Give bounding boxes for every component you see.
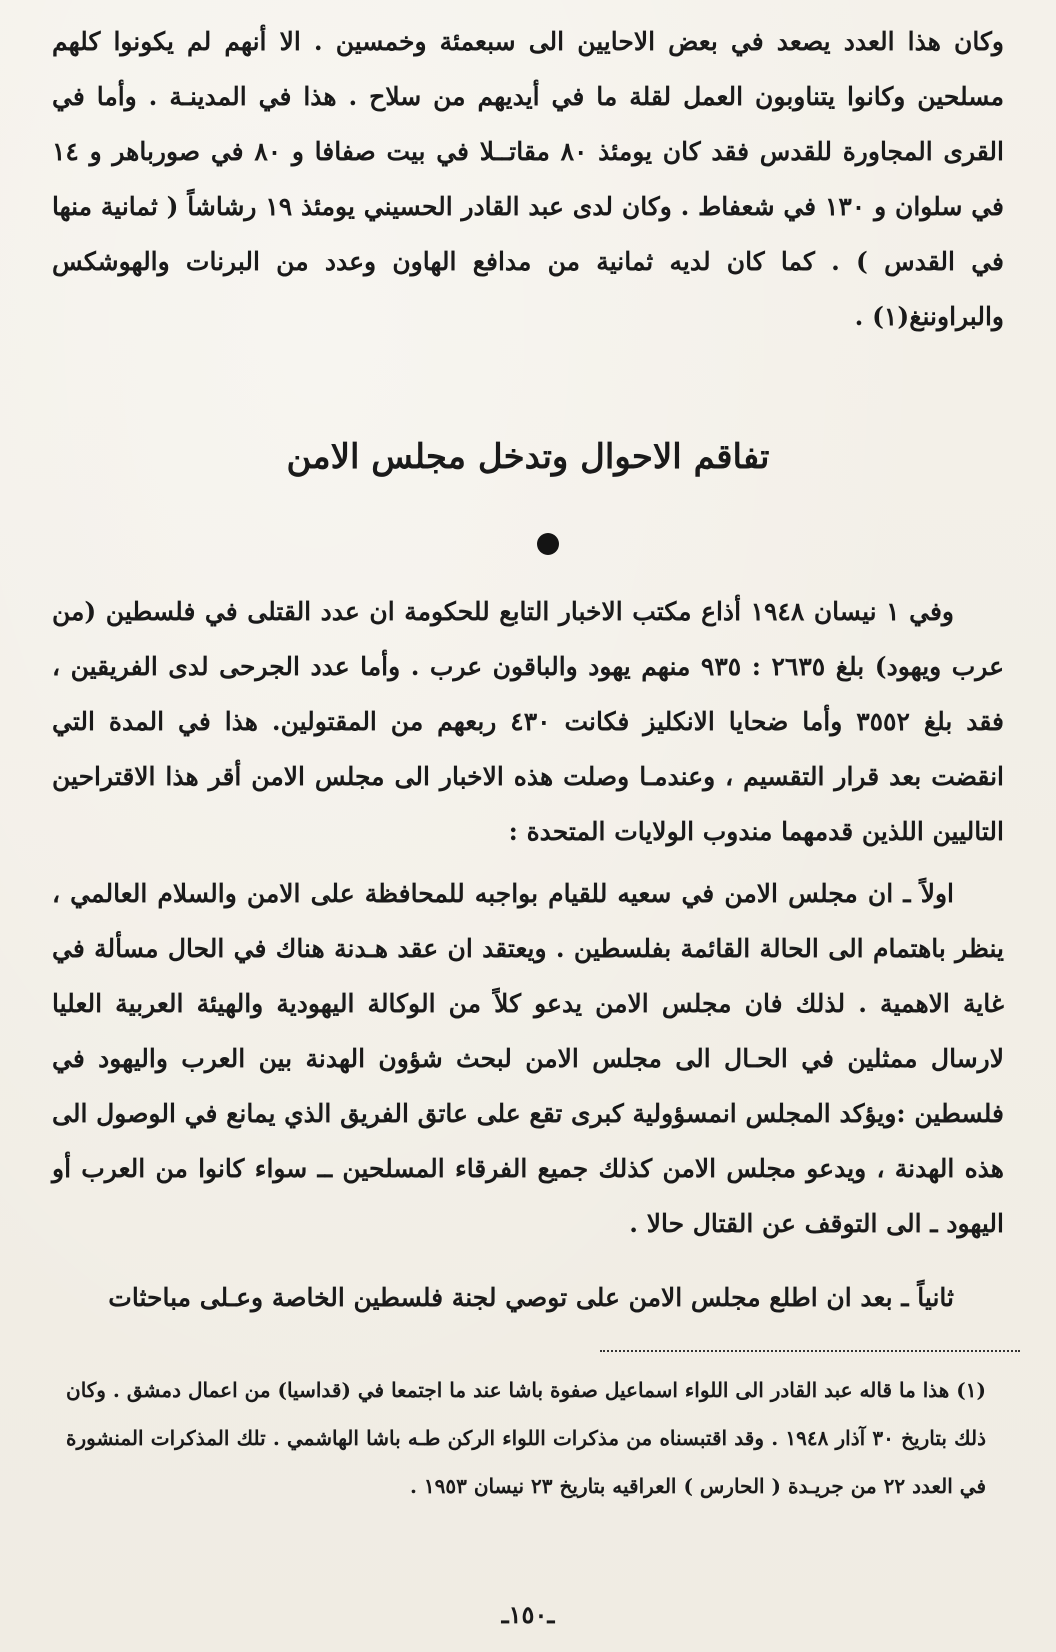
footnote: (١) هذا ما قاله عبد القادر الى اللواء اسماعيل صفوة باشا عند ما اجتمعا في (قداسيا) من اعمال دمشق . وكان ذلك بتاريخ ٣٠ آذار ١٩٤٨ . وقد اقتبسناه من مذكرات اللواء الركن طـه باشا الهاشمي . تلك المذكرات المنشورة في العدد ٢٢ من جريـدة ( الحارس ) العراقيه بتاريخ ٢٣ نيسان ١٩٥٣ . <box>66 1378 986 1498</box>
body-paragraph-3: اولاً ـ ان مجلس الامن في سعيه للقيام بواجبه للمحافظة على الامن والسلام العالمي ، ينظر باهتمام الى الحالة القائمة بفلسطين . ويعتقد ان عقد هـدنة هناك في الحال مسألة في غاية الاهمية . لذلك فان مجلس الامن يدعو كلاً من الوكالة اليهودية والهيئة العربية العليا لارسال ممثلين في الحـال الى مجلس الامن لبحث شؤون الهدنة بين العرب واليهود في فلسطين :ويؤكد المجلس انمسؤولية كبرى تقع على عاتق الفريق الذي يمانع في الوصول الى هذه الهدنة ، ويدعو مجلس الامن كذلك جميع الفرقاء المسلحين ــ سواء كانوا من العرب أو اليهود ـ الى التوقف عن القتال حالا . <box>52 879 1004 1238</box>
page-number: ـ١٥٠ـ <box>501 1600 555 1629</box>
footnote-separator <box>600 1350 1020 1352</box>
bullet-dot-icon <box>537 533 559 555</box>
body-paragraph-2: وفي ١ نيسان ١٩٤٨ أذاع مكتب الاخبار التابع للحكومة ان عدد القتلى في فلسطين (من عرب ويهود) بلغ ٢٦٣٥ : ٩٣٥ منهم يهود والباقون عرب . وأما عدد الجرحى لدى الفريقين ، فقد بلغ ٣٥٥٢ وأما ضحايا الانكليز فكانت ٤٣٠ ربعهم من المقتولين. هذا في المدة التي انقضت بعد قرار التقسيم ، وعندمـا وصلت هذه الاخبار الى مجلس الامن أقر هذا الاقتراحين التاليين اللذين قدمهما مندوب الولايات المتحدة : <box>52 597 1005 846</box>
body-paragraph-4: ثانياً ـ بعد ان اطلع مجلس الامن على توصي لجنة فلسطين الخاصة وعـلى مباحثات <box>108 1283 954 1312</box>
section-heading: تفاقم الاحوال وتدخل مجلس الامن <box>286 437 770 477</box>
body-paragraph-1: وكان هذا العدد يصعد في بعض الاحايين الى سبعمئة وخمسين . الا أنهم لم يكونوا كلهم مسلحين وكانوا يتناوبون العمل لقلة ما في أيديهم من سلاح . هذا في المدينـة . وأما في القرى المجاورة للقدس فقد كان يومئذ ٨٠ مقاتــلا في بيت صفافا و ٨٠ في صورباهر و ١٤ في سلوان و ١٣٠ في شعفاط . وكان لدى عبد القادر الحسيني يومئذ ١٩ رشاشاً ( ثمانية منها في القدس ) . كما كان لديه ثمانية من مدافع الهاون وعدد من البرنات والهوشكس والبراوننغ(١) . <box>52 27 1005 331</box>
